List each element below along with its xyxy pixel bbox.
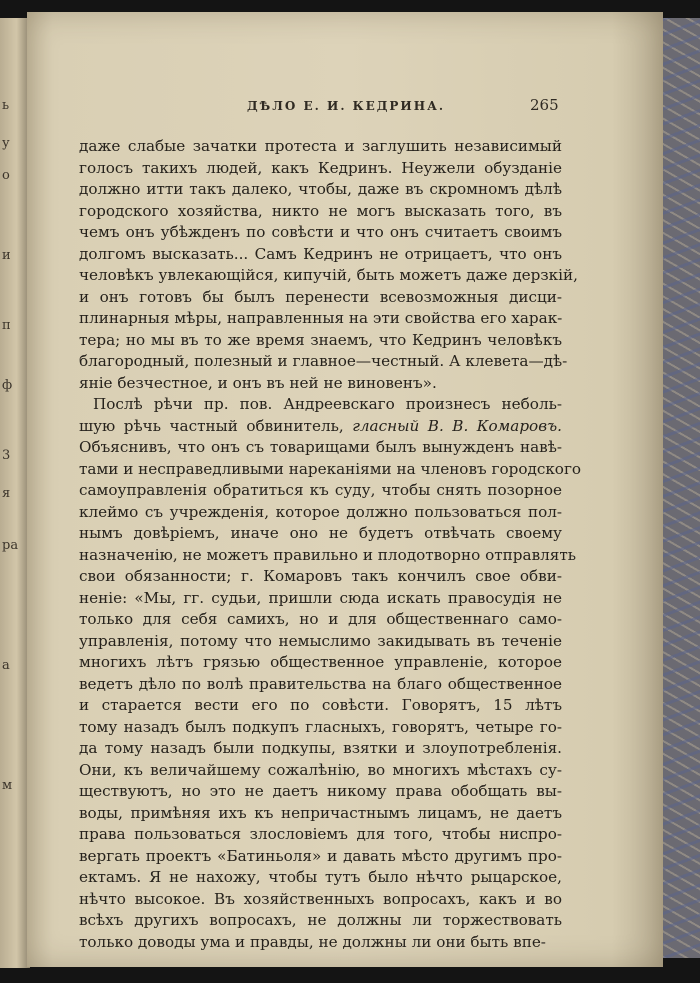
left-page-fragment: а (2, 658, 10, 673)
text-line: права пользоваться злословіемъ для того, чтобы ниспро- (79, 825, 562, 843)
text-line: и онъ готовъ бы былъ перенести всевозможныя дисци- (79, 287, 562, 306)
text-line: плинарныя мѣры, направленныя на эти свойства его харак- (79, 309, 563, 327)
text-line: Послѣ рѣчи пр. пов. Андреевскаго произнесъ неболь- (93, 395, 562, 413)
running-title: ДѢЛО Е. И. КЕДРИНА. (247, 99, 446, 113)
text-line: неніе: «Мы, гг. судьи, пришли сюда искать правосудія не (79, 588, 562, 607)
text-line: клеймо съ учрежденія, которое должно пользоваться пол- (79, 502, 562, 521)
text-line (79, 416, 562, 438)
left-page-fragment: ь (2, 98, 10, 113)
left-page-fragment: ра (2, 538, 19, 553)
text-line: ектамъ. Я не нахожу, чтобы тутъ было нѣчто рыцарское, (79, 868, 562, 886)
book-page (27, 12, 663, 967)
left-page-fragment: и (2, 248, 11, 263)
text-line: свои обязанности; г. Комаровъ такъ кончилъ свое обви- (79, 567, 562, 585)
text-line: должно итти такъ далеко, чтобы, даже въ скромномъ дѣлѣ (79, 180, 562, 198)
text-line: чемъ онъ убѣжденъ по совѣсти и что онъ считаетъ своимъ (79, 223, 562, 241)
marbled-cover (663, 18, 700, 958)
text-line: только доводы ума и правды, не должны ли они быть впе- (79, 932, 546, 951)
text-line: городского хозяйства, никто не могъ высказать того, въ (79, 201, 562, 220)
text-line: всѣхъ другихъ вопросахъ, не должны ли торжествовать (79, 911, 562, 929)
left-page-fragment: п (2, 318, 11, 333)
left-page-fragment: ф (2, 378, 13, 393)
text-line: даже слабые зачатки протеста и заглушить независимый (79, 137, 562, 155)
text-line: Они, къ величайшему сожалѣнію, во многихъ мѣстахъ су- (79, 760, 562, 779)
text-line: многихъ лѣтъ грязью общественное управленіе, которое (79, 653, 562, 671)
text-line: тера; но мы въ то же время знаемъ, что Кедринъ человѣкъ (79, 330, 562, 349)
text-line: и старается вести его по совѣсти. Говорятъ, 15 лѣтъ (79, 696, 562, 714)
text-line: долгомъ высказать... Самъ Кедринъ не отрицаетъ, что онъ (79, 244, 562, 263)
text-line: назначенію, не можетъ правильно и плодотворно отправлять (79, 545, 577, 564)
text-line: голосъ такихъ людей, какъ Кедринъ. Неужели обузданіе (79, 158, 562, 177)
text-line: управленія, потому что немыслимо закидывать въ теченіе (79, 631, 562, 650)
text-line: тому назадъ былъ подкупъ гласныхъ, говорятъ, четыре го- (79, 717, 562, 736)
text-line: тами и несправедливыми нареканіями на членовъ городского (79, 459, 582, 478)
text-line: воды, примѣняя ихъ къ непричастнымъ лицамъ, не даетъ (79, 803, 562, 822)
left-page-edge (0, 18, 30, 968)
text-line: благородный, полезный и главное—честный. А клевета—дѣ- (79, 352, 568, 370)
page-number: 265 (530, 96, 559, 114)
text-line: ведетъ дѣло по волѣ правительства на благо общественное (79, 674, 562, 693)
text-line: человѣкъ увлекающійся, кипучій, быть можетъ даже дерзкій, (79, 266, 578, 284)
italic-name: гласный В. В. Комаровъ. (352, 416, 562, 435)
text-line: яніе безчестное, и онъ въ ней не виновенъ». (79, 373, 437, 392)
left-page-fragment: о (2, 168, 10, 183)
left-page-fragment: я (2, 486, 11, 501)
page-body-text (79, 136, 582, 953)
text-line: самоуправленія обратиться къ суду, чтобы снять позорное (79, 481, 562, 499)
left-page-fragment: м (2, 778, 13, 793)
text-line: ществуютъ, но это не даетъ никому права обобщать вы- (79, 782, 562, 800)
text-line: нымъ довѣріемъ, иначе оно не будетъ отвѣчать своему (79, 524, 562, 542)
left-page-fragment: у (2, 136, 10, 151)
text-line: только для себя самихъ, но и для общественнаго само- (79, 610, 562, 628)
text-line: вергать проектъ «Батиньоля» и давать мѣсто другимъ про- (79, 846, 562, 865)
text-line: да тому назадъ были подкупы, взятки и злоупотребленія. (79, 739, 562, 757)
text-line: Объяснивъ, что онъ съ товарищами былъ вынужденъ навѣ- (79, 438, 562, 456)
text-segment: шую рѣчь частный обвинитель, (79, 416, 353, 435)
text-line: нѣчто высокое. Въ хозяйственныхъ вопросахъ, какъ и во (79, 889, 562, 908)
left-page-fragment: 3 (2, 448, 11, 463)
